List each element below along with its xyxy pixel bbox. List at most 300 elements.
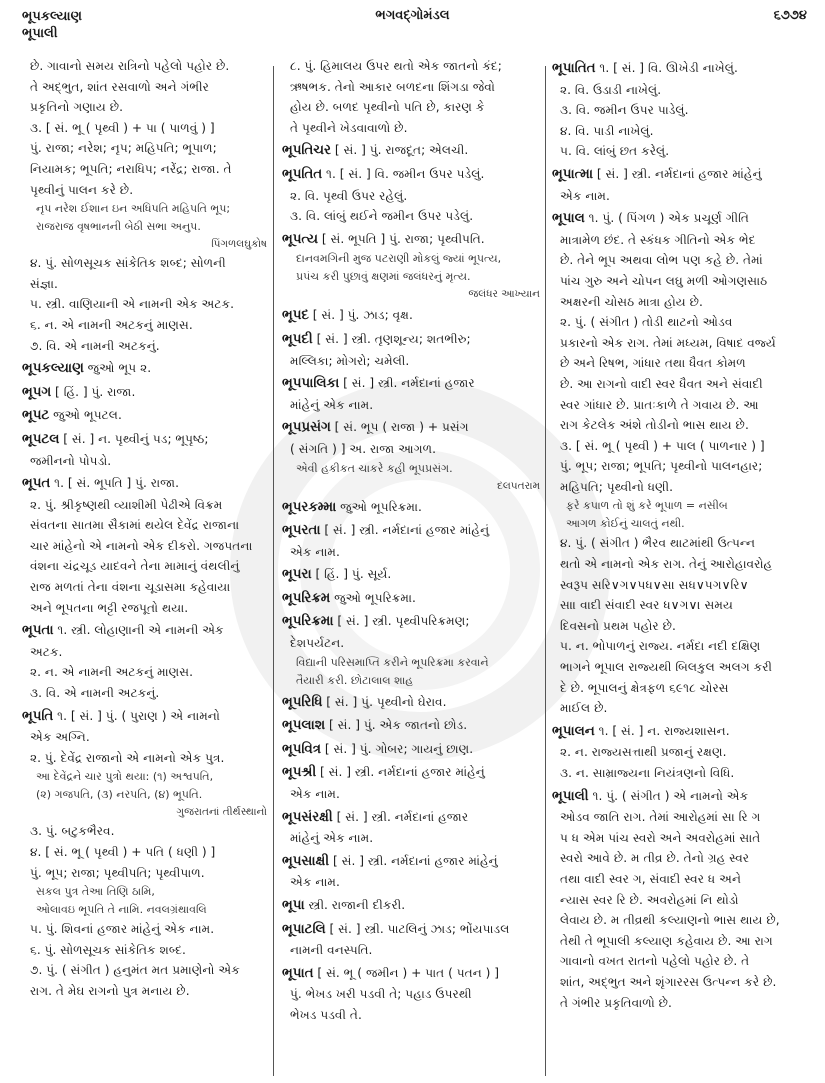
dictionary-entry bbox=[282, 692, 540, 714]
quotation-line bbox=[22, 901, 267, 919]
entry-text: [ સં. ] પું. એક જાતનો છોડ. bbox=[325, 718, 468, 733]
headword: ભૂપતિ bbox=[22, 708, 54, 724]
entry-text: લેવાય છે. મ તીવ્રથી કલ્યાણનો ભાસ થાય છે, bbox=[560, 913, 780, 928]
entry-text: એક નામ. bbox=[290, 875, 340, 890]
headword: ભૂપરા bbox=[282, 567, 312, 583]
headword: ભૂપરતા bbox=[282, 523, 321, 539]
entry-text: [ સં. ] સ્ત્રી. તૃણશૂન્ય; શતભીરુ; bbox=[312, 331, 471, 346]
definition-line bbox=[282, 77, 540, 98]
headword: ભૂપદ bbox=[282, 308, 309, 324]
dictionary-entry bbox=[282, 329, 540, 351]
definition-line bbox=[22, 77, 267, 98]
dictionary-entry bbox=[552, 58, 814, 80]
headword: ભૂપલાશ bbox=[282, 718, 326, 734]
entry-text: ૧. [ સં. ] વિ. ઊખેડી નાખેલું. bbox=[595, 61, 738, 75]
definition-line bbox=[552, 698, 814, 719]
dictionary-entry bbox=[282, 851, 540, 873]
dictionary-entry bbox=[282, 373, 540, 395]
dictionary-entry bbox=[282, 715, 540, 737]
dictionary-entry bbox=[22, 405, 267, 427]
headword: ભૂપપ્રસંગ bbox=[282, 420, 331, 436]
entry-text: એક નામ. bbox=[290, 544, 340, 559]
entry-text: ૨. ન. રાજ્યસત્તાથી પ્રજાનું રક્ષણ. bbox=[560, 745, 727, 760]
quotation-line bbox=[282, 250, 540, 268]
entry-text: પ ધ એમ પાંચ સ્વરો અને અવરોહમાં સાતે bbox=[560, 830, 761, 845]
entry-text: ૭. પું. ( સંગીત ) હનુમંત મત પ્રમાણેનો એક bbox=[30, 963, 240, 978]
definition-line bbox=[552, 869, 814, 890]
entry-text: [ સં. ] સ્ત્રી. નર્મદાનાં હજાર માંહેનું bbox=[320, 523, 490, 538]
entry-text: પું. ભૂપ; રાજા; ભૂપતિ; પૃથ્વીનો પાલનહાર; bbox=[560, 459, 763, 474]
entry-text: [ સં. ] ન. પૃથ્વીનું પડ; ભૂપૃષ્ઠ; bbox=[59, 431, 209, 446]
headword: ભૂપકલ્યાણ bbox=[22, 361, 84, 377]
headword: ભૂપાટલિ bbox=[282, 921, 326, 937]
entry-text: માઈલ છે. bbox=[560, 701, 608, 716]
definition-line bbox=[282, 439, 540, 460]
entry-text: એક નામ. bbox=[560, 188, 610, 203]
citation-source bbox=[282, 478, 540, 495]
headword: ભૂપસાક્ષી bbox=[282, 853, 330, 869]
dictionary-entry bbox=[282, 895, 540, 917]
dictionary-entry bbox=[552, 164, 814, 186]
quotation-line bbox=[22, 218, 267, 236]
entry-text: [ સં. ભૂપ ( રાજા ) + પ્રસંગ bbox=[330, 420, 469, 435]
citation-source bbox=[282, 286, 540, 303]
definition-line bbox=[552, 848, 814, 869]
entry-text: ૧. સ્ત્રી. લોહાણાની એ નામની એક bbox=[53, 623, 224, 638]
column-right bbox=[552, 56, 814, 1013]
definition-line bbox=[22, 515, 267, 536]
entry-text: ૩. વિ. લાંબું થઈને જમીન ઉપર પડેલું. bbox=[290, 209, 474, 224]
definition-line bbox=[22, 180, 267, 201]
definition-line bbox=[282, 97, 540, 118]
definition-line bbox=[22, 842, 267, 863]
entry-text: ભેખડ પડવી તે. bbox=[290, 1007, 362, 1022]
definition-line bbox=[22, 683, 267, 704]
entry-text: ગુજરાતનાં તીર્થસ્થાનો bbox=[176, 806, 267, 819]
quotation-line bbox=[552, 497, 814, 515]
definition-line bbox=[22, 138, 267, 159]
entry-text: દાનવમગિની મુજ પટરાણી મોકલું જ્યાં ભૂપત્ય, bbox=[296, 252, 502, 266]
entry-text: મલ્લિકા; મોગરો; ચમેલી. bbox=[290, 353, 410, 368]
definition-line bbox=[552, 554, 814, 575]
entry-text: સ્વર ગાંધાર છે. પ્રાતઃકાળે તે ગવાય છે. આ bbox=[560, 397, 759, 412]
entry-text: છે. ગાવાનો સમય રાત્રિનો પહેલો પહોર છે. bbox=[30, 59, 230, 73]
headword: ભૂપરકમ્મા bbox=[282, 499, 337, 515]
definition-line bbox=[552, 374, 814, 395]
definition-line bbox=[282, 633, 540, 654]
entry-text: દિવસનો પ્રથમ પહોર છે. bbox=[560, 618, 676, 633]
entry-text: ૫. સ્ત્રી. વાણિયાની એ નામની એક અટક. bbox=[30, 297, 234, 312]
definition-line bbox=[552, 456, 814, 477]
definition-line bbox=[282, 828, 540, 849]
entry-text: જુઓ ભૂપરિક્રમા. bbox=[336, 499, 422, 514]
entry-text: ભાગને ભૂપાલ રાજ્યથી બિલકુલ અલગ કરી bbox=[560, 660, 772, 675]
entry-text: તથા વાદી સ્વર ગ, સંવાદી સ્વર ધ અને bbox=[560, 871, 742, 886]
quotation-line bbox=[22, 768, 267, 786]
entry-text: માત્રામેળ છંદ. તે સ્કંધક ગીતિનો એક ભેદ bbox=[560, 232, 756, 247]
definition-line bbox=[552, 477, 814, 498]
entry-text: એક અગ્નિ. bbox=[30, 730, 90, 745]
entry-text: ૧. [ સં. ] ન. રાજ્યશાસન. bbox=[594, 723, 730, 738]
dictionary-entry bbox=[22, 358, 267, 380]
guide-word-last: ભૂપાલી bbox=[22, 26, 58, 41]
entry-text: છે. તેને ભૂપ અથવા લોભ પણ કહે છે. તેમાં bbox=[560, 253, 763, 268]
entry-text: ઓડવ જાતિ રાગ. તેમાં આરોહમાં સા રિ ગ bbox=[560, 810, 761, 825]
entry-text: નૃપ નરેશ ઈશાન ઇન અધિપતિ મહિપતિ ભૂપ; bbox=[36, 202, 231, 216]
definition-line bbox=[282, 940, 540, 961]
entry-text: જમીનનો પોપડો. bbox=[30, 453, 112, 468]
definition-line bbox=[22, 536, 267, 557]
entry-text: સંજ્ઞા. bbox=[30, 276, 58, 291]
definition-line bbox=[552, 828, 814, 849]
entry-text: ૬. પું. સોળસૂચક સાંકેતિક શબ્દ. bbox=[30, 942, 186, 957]
dictionary-entry bbox=[282, 611, 540, 633]
headword: ભૂપદી bbox=[282, 331, 313, 347]
definition-line bbox=[552, 271, 814, 292]
definition-line bbox=[552, 763, 814, 784]
entry-text: ૪. [ સં. ભૂ ( પૃથ્વી ) + પતિ ( ધણી ) ] bbox=[30, 845, 216, 859]
entry-text: દલપતરામ bbox=[497, 479, 540, 492]
entry-text: તે અદ્ભુત, શાંત રસવાળો અને ગંભીર bbox=[30, 79, 209, 94]
headword: ભૂપાલન bbox=[552, 723, 595, 739]
definition-line bbox=[552, 186, 814, 207]
dictionary-entry bbox=[282, 762, 540, 784]
entry-text: મહિપતિ; પૃથ્વીનો ધણી. bbox=[560, 479, 674, 494]
entry-text: પ્રપંચ કરી પુછાવું ક્ષણમાં જલંધરનું મૃત્ય. bbox=[296, 270, 471, 284]
quotation-line bbox=[282, 654, 540, 672]
definition-line bbox=[22, 315, 267, 336]
entry-text: આ દેવેંદ્રને ચાર પુત્રો થયા: (૧) અશ્વપતિ, bbox=[36, 770, 214, 784]
definition-line bbox=[552, 100, 814, 121]
definition-line bbox=[552, 575, 814, 596]
definition-line bbox=[22, 960, 267, 981]
entry-text: ૩. [ સં. ભૂ ( પૃથ્વી ) + પા ( પાળવું ) ] bbox=[30, 120, 215, 135]
definition-line bbox=[22, 642, 267, 663]
headword: ભૂપત bbox=[22, 476, 51, 492]
entry-text: વિદ્યાની પરિસમાપ્તિ કરીને ભૂપરિક્રમા કરવાને bbox=[296, 655, 489, 669]
definition-line bbox=[22, 118, 267, 139]
headword: ભૂપા bbox=[282, 898, 305, 913]
entry-text: તે ગંભીર પ્રકૃતિવાળો છે. bbox=[560, 995, 672, 1010]
definition-line bbox=[22, 863, 267, 884]
definition-line bbox=[22, 940, 267, 961]
dictionary-entry bbox=[282, 497, 540, 519]
headword: ભૂપાત્મા bbox=[552, 166, 594, 182]
entry-text: ૬. ન. એ નામની અટકનું માણસ. bbox=[30, 317, 193, 332]
entry-text: છે અને રિષભ, ગાંધાર તથા ધૈવત કોમળ bbox=[560, 356, 746, 371]
entry-text: ૩. [ સં. ભૂ ( પૃથ્વી ) + પાલ ( પાળનાર ) ] bbox=[560, 438, 765, 453]
entry-text: પાંચ ગુરુ અને ચોપન લઘુ મળી ઓગણસાઠ bbox=[560, 273, 768, 288]
entry-text: ૫. વિ. લાંબું છત કરેલું. bbox=[560, 144, 670, 159]
definition-line bbox=[552, 415, 814, 436]
headword: ભૂપાતિત bbox=[552, 61, 596, 76]
guide-word-first: ભૂપકલ્યાણ bbox=[22, 9, 82, 24]
entry-text: ૨. પું. શ્રીકૃષ્ણથી વ્યાશીમી પેઢીએ વિક્રમ bbox=[30, 497, 223, 512]
entry-text: હોય છે. બળદ પૃથ્વીનો પતિ છે, કારણ કે bbox=[290, 100, 485, 115]
entry-text: દે છે. ભૂપાલનું ક્ષેત્રફળ ૬૯૧૮ ચોરસ bbox=[560, 680, 729, 695]
page-number: ૬૭૭૪ bbox=[773, 8, 807, 23]
definition-line bbox=[282, 56, 540, 77]
definition-line bbox=[22, 56, 267, 77]
entry-text: ન્યાસ સ્વર રિ છે. અવરોહમાં નિ થોડો bbox=[560, 892, 739, 907]
definition-line bbox=[22, 919, 267, 940]
quotation-line bbox=[22, 786, 267, 804]
entry-text: ૩. વિ. જમીન ઉપર પાડેલું. bbox=[560, 103, 689, 118]
entry-text: [ સં. ] સ્ત્રી. પાટલિનું ઝાડ; ભોંયપાડલ bbox=[325, 921, 510, 936]
entry-text: [ સં. ] પું. ગોબર; ગાયનું છાણ. bbox=[321, 741, 474, 756]
entry-text: ૨. વિ. પૃથ્વી ઉપર રહેલું. bbox=[290, 188, 408, 203]
dictionary-entry bbox=[282, 229, 540, 251]
entry-text: [ સં. ] સ્ત્રી. નર્મદાનાં હજાર માંહેનું bbox=[316, 765, 485, 780]
definition-line bbox=[552, 312, 814, 333]
dictionary-entry bbox=[282, 963, 540, 985]
definition-line bbox=[22, 748, 267, 769]
definition-line bbox=[552, 890, 814, 911]
definition-line bbox=[22, 556, 267, 577]
dictionary-entry bbox=[282, 588, 540, 610]
dictionary-entry bbox=[552, 208, 814, 230]
entry-text: [ સં. ] સ્ત્રી. નર્મદાનાં હજાર માંહેનું bbox=[329, 853, 498, 868]
entry-text: જુઓ ભૂપરિક્રમા. bbox=[330, 590, 416, 605]
definition-line bbox=[22, 821, 267, 842]
column-divider-2 bbox=[545, 66, 546, 1076]
definition-line bbox=[22, 97, 267, 118]
headword: ભૂપત્ય bbox=[282, 231, 318, 247]
entry-text: ૨. પું. દેવેંદ્ર રાજાનો એ નામનો એક પુત્ર. bbox=[30, 750, 225, 765]
entry-text: વંશના ચંદ્રચૂડ યાદવને તેના મામાનું વંથલીનું bbox=[30, 559, 240, 574]
entry-text: ૨. વિ. ઉડાડી નાખેલું. bbox=[560, 82, 662, 97]
headword: ભૂપશ્રી bbox=[282, 765, 317, 781]
entry-text: ૨. ન. એ નામની અટકનું માણસ. bbox=[30, 665, 194, 680]
definition-line bbox=[552, 230, 814, 251]
definition-line bbox=[282, 351, 540, 372]
definition-line bbox=[22, 577, 267, 598]
entry-text: રાગ. તે મેઘ રાગનો પુત્ર મનાય છે. bbox=[30, 983, 190, 998]
dictionary-entry bbox=[22, 382, 267, 404]
dictionary-entry bbox=[282, 140, 540, 162]
dictionary-entry bbox=[282, 739, 540, 761]
dictionary-entry bbox=[552, 721, 814, 743]
entry-text: ઋષભક. તેનો આકાર બળદના શિંગડા જેવો bbox=[290, 79, 495, 94]
entry-text: [ સં. ] સ્ત્રી. નર્મદાનાં હજાર માંહેનું bbox=[593, 166, 762, 181]
entry-text: ૫. પું. શિવનાં હજાર માંહેનું એક નામ. bbox=[30, 922, 215, 937]
column-left bbox=[22, 56, 267, 1002]
entry-text: ૧. [ સં. ] પું. ( પુરાણ ) એ નામનો bbox=[53, 708, 220, 723]
entry-text: જલંધર આખ્યાન bbox=[468, 288, 540, 301]
quotation-line bbox=[22, 200, 267, 218]
entry-text: થતો એ નામનો એક રાગ. તેનું આરોહાવરોહ bbox=[560, 557, 773, 572]
definition-line bbox=[22, 294, 267, 315]
entry-text: ૮. પું. હિમાલય ઉપર થતો એક જાતનો કંદ; bbox=[290, 59, 502, 73]
definition-line bbox=[282, 984, 540, 1005]
quotation-line bbox=[282, 672, 540, 690]
definition-line bbox=[22, 336, 267, 357]
definition-line bbox=[552, 910, 814, 931]
quotation-line bbox=[282, 268, 540, 286]
definition-line bbox=[552, 595, 814, 616]
dictionary-entry bbox=[282, 564, 540, 586]
entry-text: સકલ પુત્ર તેઆ તિણિ ઠામિ, bbox=[36, 885, 155, 899]
entry-text: માંહેનું એક નામ. bbox=[290, 397, 374, 412]
headword: ભૂપતિચર bbox=[282, 143, 331, 159]
entry-text: ૩. પું. બટુકભૈરવ. bbox=[30, 824, 115, 839]
entry-text: પૃથ્વીનું પાલન કરે છે. bbox=[30, 182, 134, 197]
headword: ભૂપવિત્ર bbox=[282, 741, 322, 757]
headword: ભૂપસંરક્ષી bbox=[282, 809, 333, 825]
entry-text: ( સંગતિ ) ] અ. રાજા આગળ. bbox=[290, 441, 436, 456]
headword: ભૂપાત bbox=[282, 965, 314, 981]
definition-line bbox=[22, 662, 267, 683]
entry-text: ૧. [ સં. ભૂપતિ ] પું. રાજા. bbox=[50, 476, 180, 491]
definition-line bbox=[552, 533, 814, 554]
entry-text: ૨. પું. ( સંગીત ) તોડી થાટનો ઓડવ bbox=[560, 315, 733, 330]
entry-text: ૫. ન. ભોપાળનું રાજ્ય. નર્મદા નદી દક્ષિણ bbox=[560, 639, 761, 654]
definition-line bbox=[552, 436, 814, 457]
dictionary-entry bbox=[22, 706, 267, 728]
entry-text: અક્ષરની ચોસઠ માત્રા હોય છે. bbox=[560, 294, 703, 309]
headword: ભૂપતિત bbox=[282, 166, 323, 182]
entry-text: [ સં. ] સ્ત્રી. નર્મદાનાં હજાર bbox=[339, 376, 475, 391]
entry-text: અટક. bbox=[30, 644, 63, 659]
entry-text: [ સં. ભૂપતિ ] પું. રાજા; પૃથ્વીપતિ. bbox=[317, 231, 485, 246]
entry-text: અને ભૂપતના ભટ્ટી રજપૂતો થયા. bbox=[30, 600, 189, 615]
definition-line bbox=[552, 292, 814, 313]
definition-line bbox=[552, 395, 814, 416]
definition-line bbox=[552, 80, 814, 101]
book-title: ભગવદ્ગોમંડલ bbox=[375, 8, 450, 23]
entry-text: રાજ મળતાં તેના વંશના ચૂડાસમા કહેવાયા bbox=[30, 580, 231, 595]
definition-line bbox=[552, 972, 814, 993]
entry-text: રાગ કેટલેક અંશે તોડીનો ભાસ થાય છે. bbox=[560, 418, 749, 433]
definition-line bbox=[552, 141, 814, 162]
definition-line bbox=[282, 118, 540, 139]
dictionary-entry bbox=[282, 164, 540, 186]
entry-text: [ સં. ] પું. પૃથ્વીનો ઘેરાવ. bbox=[322, 694, 447, 709]
dictionary-entry bbox=[282, 520, 540, 542]
entry-text: નામની વનસ્પતિ. bbox=[290, 943, 373, 958]
dictionary-entry bbox=[22, 620, 267, 642]
quotation-line bbox=[282, 460, 540, 478]
definition-line bbox=[22, 274, 267, 295]
definition-line bbox=[552, 931, 814, 952]
dictionary-entry bbox=[22, 473, 267, 495]
definition-line bbox=[282, 186, 540, 207]
headword: ભૂપરિક્રમ bbox=[282, 590, 331, 606]
entry-text: ફરે કપાળ તો શું કરે ભૂપાળ = નસીબ bbox=[566, 499, 728, 513]
dictionary-entry bbox=[22, 429, 267, 451]
entry-text: ૧. પું. ( સંગીત ) એ નામનો એક bbox=[588, 788, 749, 803]
definition-line bbox=[552, 250, 814, 271]
definition-line bbox=[552, 807, 814, 828]
entry-text: પિંગળલઘુકોષ bbox=[211, 238, 267, 251]
headword: ભૂપાલ bbox=[552, 211, 585, 227]
definition-line bbox=[552, 636, 814, 657]
dictionary-entry bbox=[282, 417, 540, 439]
definition-line bbox=[552, 678, 814, 699]
entry-text: ગાવાનો વખત રાતનો પહેલો પહોર છે. તે bbox=[560, 954, 750, 969]
headword: ભૂપગ bbox=[22, 384, 52, 400]
headword: ભૂપતા bbox=[22, 623, 54, 639]
definition-line bbox=[282, 542, 540, 563]
definition-line bbox=[552, 951, 814, 972]
quotation-line bbox=[22, 883, 267, 901]
entry-text: માંહેનું એક નામ. bbox=[290, 831, 374, 846]
headword: ભૂપટ bbox=[22, 408, 50, 424]
entry-text: ૧. પું. ( પિંગળ ) એક પ્રચૂર્ણ ગીતિ bbox=[584, 211, 749, 226]
entry-text: ૩. ન. સામ્રાજ્યના નિયંત્રણનો વિધિ. bbox=[560, 766, 735, 780]
entry-text: ૪. પું. સોળસૂચક સાંકેતિક શબ્દ; સોળની bbox=[30, 256, 226, 271]
definition-line bbox=[22, 495, 267, 516]
definition-line bbox=[552, 333, 814, 354]
entry-text: પ્રકારનો એક રાગ. તેમાં મધ્યમ, વિષાદ વર્જ્ય bbox=[560, 335, 776, 350]
definition-line bbox=[282, 872, 540, 893]
entry-text: ચાર માંહેનો એ નામનો એક દીકરો. ગજપતના bbox=[30, 538, 253, 553]
entry-text: સ્વરો આવે છે. મ તીવ્ર છે. તેનો ગ્રહ સ્વર bbox=[560, 851, 750, 866]
entry-text: સંવતના સાતમા સૈકામાં થયેલ દેવેંદ્ર રાજાના bbox=[30, 518, 240, 533]
definition-line bbox=[22, 598, 267, 619]
entry-text: [ હિં. ] પું. રાજા. bbox=[51, 384, 136, 399]
headword: ભૂપરિધિ bbox=[282, 694, 323, 710]
entry-text: રાજરાજ વૃષભાનની બેઠી સભા અનુપ. bbox=[36, 220, 201, 234]
entry-text: છે. આ રાગનો વાદી સ્વર ધૈવત અને સંવાદી bbox=[560, 376, 763, 391]
headword: ભૂપપાલિકા bbox=[282, 376, 340, 392]
entry-text: ૭. વિ. એ નામની અટકનું. bbox=[30, 338, 160, 353]
entry-text: નિયામક; ભૂપતિ; નરાધિપ; નરેંદ્ર; રાજા. તે bbox=[30, 161, 232, 176]
entry-text: ૪. વિ. પાડી નાખેલું. bbox=[560, 123, 654, 138]
entry-text: ઓલાવઇ ભૂપતિ તે નામિ. નવલગ્રંથાવલિ bbox=[36, 903, 207, 917]
entry-text: આગળ કોઈનું ચાલતું નથી. bbox=[566, 517, 685, 531]
column-divider-1 bbox=[273, 66, 274, 1076]
entry-text: [ સં. ભૂ ( જમીન ) + પાત ( પતન ) ] bbox=[313, 965, 500, 980]
entry-text: તેથી તે ભૂપાલી કલ્યાણ કહેવાય છે. આ રાગ bbox=[560, 933, 773, 948]
entry-text: સ્ત્રી. રાજાની દીકરી. bbox=[304, 898, 406, 912]
entry-text: [ સં. ] પું. રાજદૂત; એલચી. bbox=[330, 143, 469, 158]
headword: ભૂપાલી bbox=[552, 788, 589, 804]
entry-text: ૧. [ સં. ] વિ. જમીન ઉપર પડેલું. bbox=[322, 166, 485, 181]
headword: ભૂપટલ bbox=[22, 431, 60, 447]
definition-line bbox=[282, 206, 540, 227]
entry-text: સ્વરૂપ સરિ∨ગ∨પધ∨સ। સધ∨પગ∨રિ∨ bbox=[560, 577, 749, 592]
quotation-line bbox=[552, 515, 814, 533]
citation-source bbox=[22, 236, 267, 253]
dictionary-entry bbox=[552, 786, 814, 808]
definition-line bbox=[552, 657, 814, 678]
definition-line bbox=[282, 1005, 540, 1026]
definition-line bbox=[22, 451, 267, 472]
definition-line bbox=[22, 981, 267, 1002]
dictionary-entry bbox=[282, 305, 540, 327]
definition-line bbox=[552, 616, 814, 637]
definition-line bbox=[22, 253, 267, 274]
definition-line bbox=[22, 727, 267, 748]
entry-text: પું. ભેખડ ખરી પડવી તે; પહાડ ઉપરથી bbox=[290, 987, 472, 1002]
definition-line bbox=[282, 395, 540, 416]
citation-source bbox=[22, 804, 267, 821]
entry-text: તૈયારી કરી. છોટાલાલ શાહ bbox=[296, 673, 414, 687]
entry-text: પ્રકૃતિનો ગણાય છે. bbox=[30, 100, 124, 115]
definition-line bbox=[22, 159, 267, 180]
definition-line bbox=[552, 993, 814, 1014]
entry-text: ૩. વિ. એ નામની અટકનું. bbox=[30, 686, 160, 701]
entry-text: એક નામ. bbox=[290, 787, 340, 802]
entry-text: ૪. પું. ( સંગીત ) ભૈરવ થાટમાંથી ઉત્પન્ન bbox=[560, 536, 756, 551]
entry-text: પું. રાજા; નરેશ; નૃપ; મહિપતિ; ભૂપાળ; bbox=[30, 141, 217, 156]
column-middle bbox=[282, 56, 540, 1026]
entry-text: દેશપર્યટન. bbox=[290, 636, 345, 651]
entry-text: એવી હકીકત ચાકરે કહી ભૂપપ્રસંગ. bbox=[296, 461, 453, 475]
entry-text: [ સં. ] સ્ત્રી. નર્મદાનાં હજાર bbox=[332, 809, 469, 824]
entry-text: [ સં. ] પું. ઝાડ; વૃક્ષ. bbox=[308, 308, 413, 323]
